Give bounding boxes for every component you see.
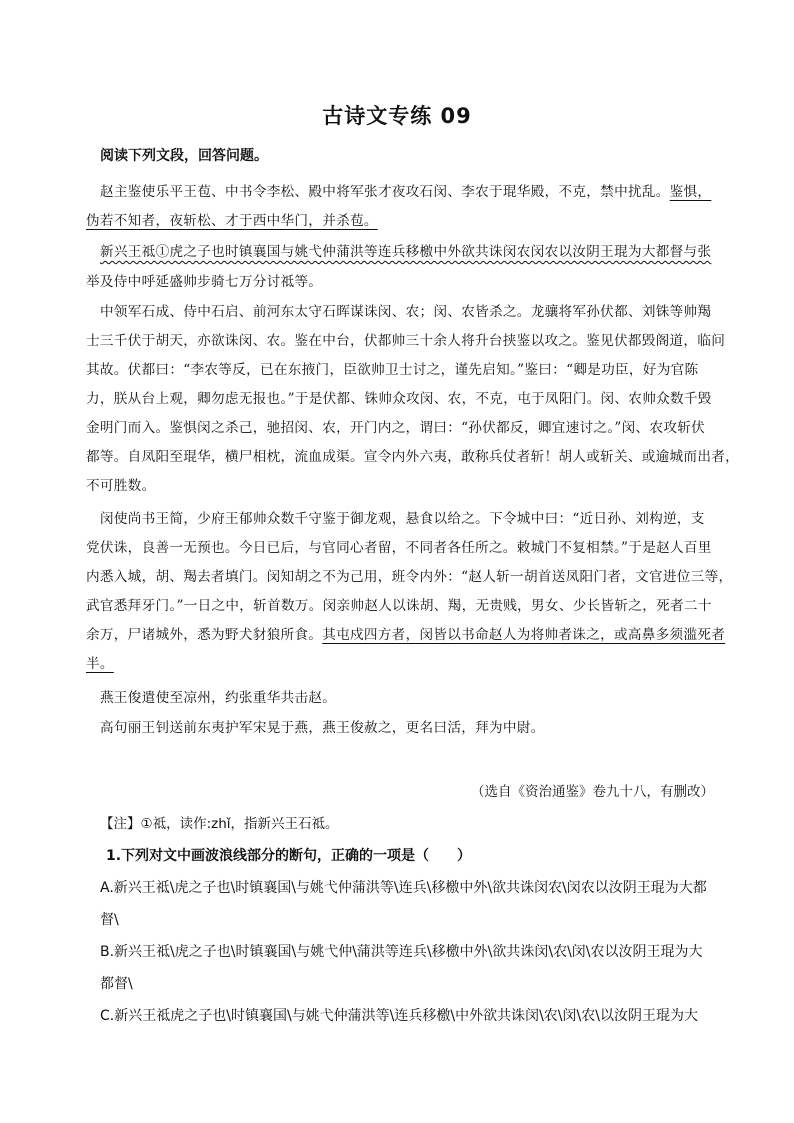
wavy-underlined-text: 新兴王祗①虎之子也时镇襄国与姚弋仲蒲洪等连兵移檄中外欲共诛闵农闵农以汝阴王琨为大都督与张 [100,244,712,260]
underlined-text: 伪若不知者，夜斩松、才于西中华门，并杀苞。 [86,213,378,229]
underlined-text: 半。 [86,656,114,672]
passage-line: 燕王俊遣使至凉州，约张重华共击赵。 [100,690,337,706]
underlined-text: 其屯戍四方者，闵皆以书命赵人为将帅者诛之，或高鼻多须滥死者 [322,627,726,643]
passage-line: 都等。自凤阳至琨华，横尸相枕，流血成渠。宣令内外六夷，敢称兵仗者斩！胡人或斩关、或逾城而出者， [86,449,740,465]
passage-line: 高句丽王钊送前东夷护军宋晃于燕，燕王俊赦之，更名曰活，拜为中尉。 [100,720,545,736]
page-title: 古诗文专练 09 [322,104,472,128]
option-a: A.新兴王祗\虎之子也\时镇襄国\与姚弋仲蒲洪等\连兵\移檄中外\欲共诛闵农\闵农以汝阴王琨为大都 [100,880,707,896]
passage-line: 举及侍中呼延盛帅步骑七万分讨祗等。 [86,274,323,290]
passage-line: 党伏诛，良善一无预也。今日已后，与官同心者留，不同者各任所之。敕城门不复相禁。”于是赵人百里 [86,540,712,556]
passage-line [86,623,725,643]
passage-text: 赵主鉴使乐平王苞、中书令李松、殿中将军张才夜攻石闵、李农于琨华殿，不克，禁中扰乱。 [100,184,670,200]
passage-line: 其故。伏都曰：“李农等反，已在东掖门，臣欲帅卫士讨之，谨先启知。”鉴曰：“卿是功臣，好为官陈 [86,362,699,378]
underlined-text: 鉴惧， [669,184,712,200]
passage-line: 闵使尚书王简，少府王郁帅众数千守鉴于御龙观，悬食以给之。下令城中曰：“近日孙、刘构逆，支 [100,511,705,527]
passage-line: 金明门而入。鉴惧闵之杀己，驰招闵、农，开门内之，谓曰：“孙伏都反，卿宜速讨之。”闵、农攻斩伏 [86,420,706,436]
option-c: C.新兴王祗虎之子也\时镇襄国\与姚弋仲蒲洪等\连兵移檄\中外欲共诛闵\农\闵\农\以汝阴王琨为大 [100,1008,698,1024]
passage-line: 武官悉拜牙门。”一日之中，斩首数万。闵亲帅赵人以诛胡、羯，无贵贱，男女、少长皆斩之，死者二十 [86,598,712,614]
option-a-continued: 督\ [100,912,119,928]
option-b-continued: 都督\ [100,976,133,992]
passage-text: 余万，尸诸城外，悉为野犬豺狼所食。 [86,627,323,643]
passage-line: 不可胜数。 [86,478,156,494]
passage-line [100,180,711,200]
question-stem: 1.下列对文中画波浪线部分的断句，正确的一项是（ ） [106,848,472,864]
instruction: 阅读下列文段，回答问题。 [100,148,268,164]
passage-line: 力，朕从台上观，卿勿虑无报也。”于是伏都、铢帅众攻闵、农，不克，屯于凤阳门。闵、农帅众数千毁 [86,391,712,407]
passage-line: 中领军石成、侍中石启、前河东太守石晖谋诛闵、农；闵、农皆杀之。龙骧将军孙伏都、刘铢等帅羯 [100,304,712,320]
source-citation: （选自《资治通鉴》卷九十八，有删改） [471,784,714,800]
footnote: 【注】①祗，读作:zhǐ，指新兴王石祗。 [100,816,339,832]
option-b: B.新兴王祗\虎之子也\时镇襄国\与姚弋仲\蒲洪等连兵\移檄中外\欲共诛闵\农\闵\农以汝阴王琨为大 [100,944,703,960]
passage-line: 士三千伏于胡天，亦欲诛闵、农。鉴在中台，伏都帅三十余人将升台挟鉴以攻之。鉴见伏都毁阁道，临问 [86,333,726,349]
passage-line: 内悉入城，胡、羯去者填门。闵知胡之不为己用，班令内外：“赵人斩一胡首送凤阳门者，文官进位三等， [86,569,733,585]
